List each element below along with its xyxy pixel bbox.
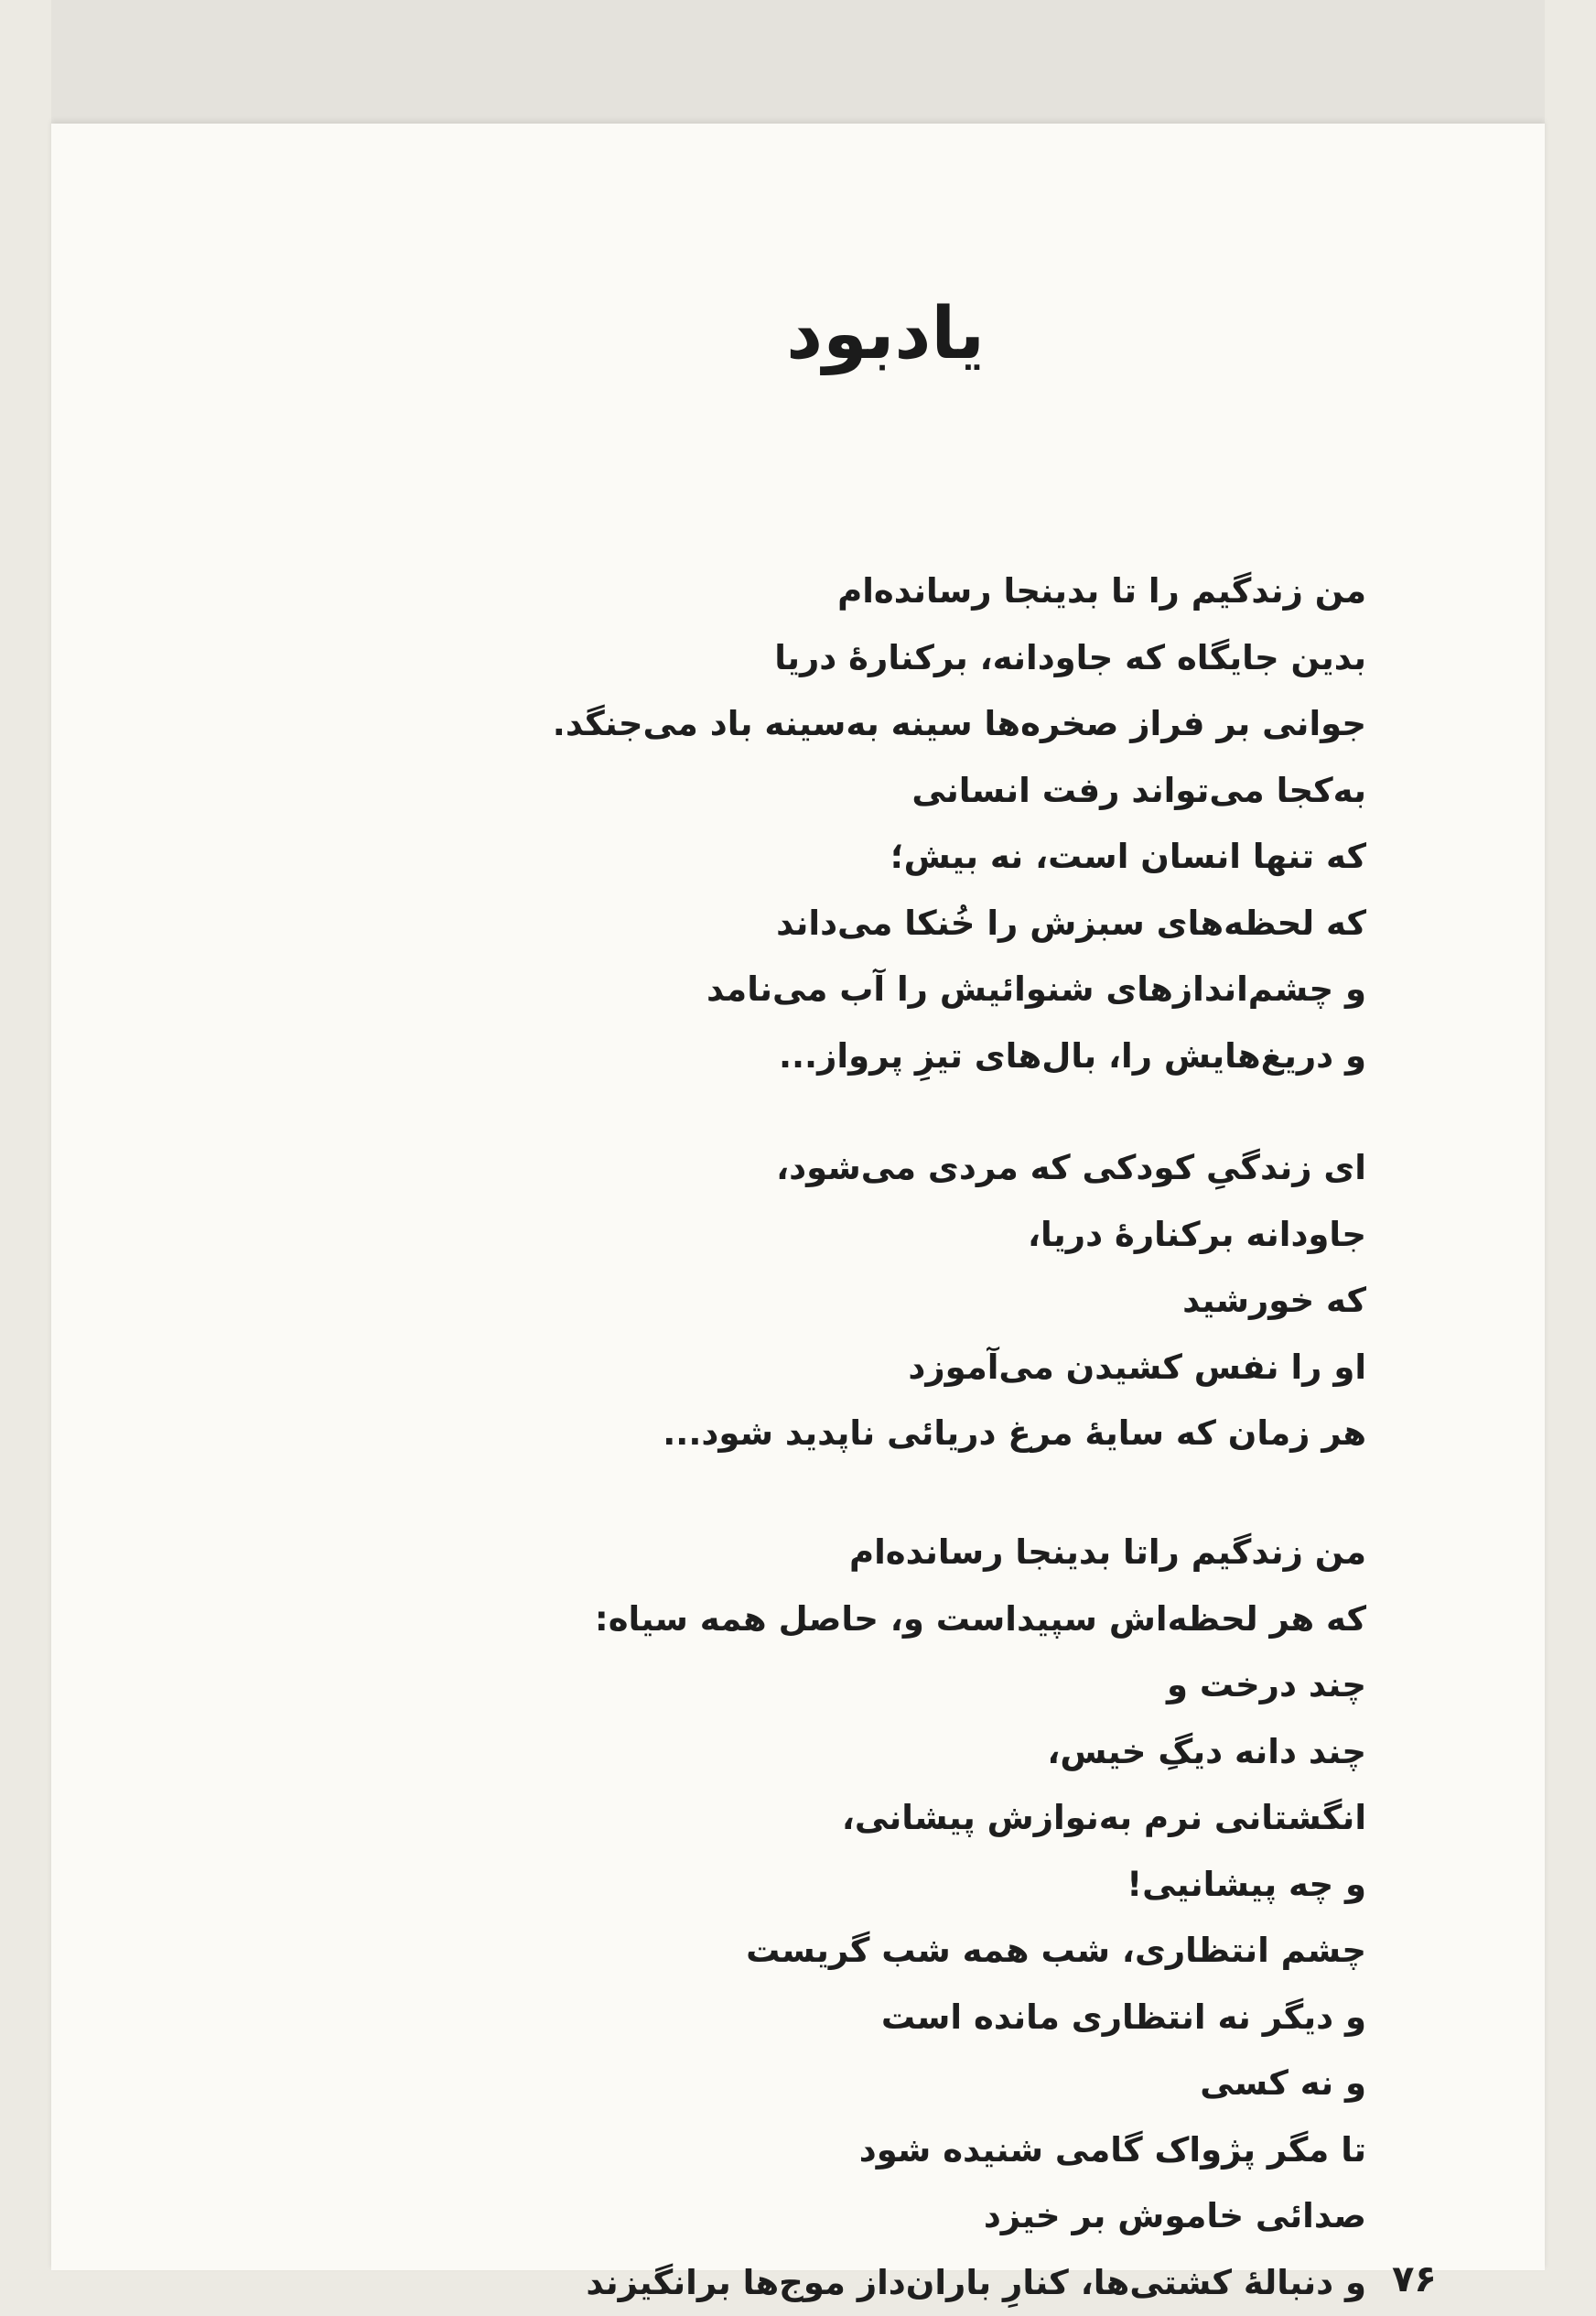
poem-line: صدائی خاموش بر خیزد <box>360 2183 1366 2250</box>
poem-line: و چشم‌اندازهای شنوائیش را آب می‌نامد <box>360 957 1366 1023</box>
poem-line: به‌کجا می‌تواند رفت انسانی <box>360 758 1366 825</box>
poem-line: چند درخت و <box>360 1652 1366 1719</box>
poem-line: که لحظه‌های سبزش را خُنکا می‌داند <box>360 891 1366 958</box>
poem-line: انگشتانی نرم به‌نوازش پیشانی، <box>360 1785 1366 1852</box>
poem-line: و دریغ‌هایش را، بال‌های تیزِ پرواز... <box>360 1023 1366 1090</box>
poem-line: جوانی بر فراز صخره‌ها سینه به‌سینه باد می‌جنگد. <box>360 691 1366 758</box>
poem-line: من زندگیم را تا بدینجا رسانده‌ام <box>360 558 1366 625</box>
poem-line: و دنبالۀ کشتی‌ها، کنارِ باران‌داز موج‌ها برانگیزند <box>360 2250 1366 2316</box>
page-top-edge <box>51 0 1545 137</box>
page-number: ۷۶ <box>1392 2252 1493 2307</box>
poem-line: که هر لحظه‌اش سپیداست و، حاصل همه سیاه: <box>360 1586 1366 1653</box>
poem-title: یادبود <box>600 284 985 384</box>
poem-line: چند دانه دیگِ خیس، <box>360 1719 1366 1786</box>
stanza-3 <box>360 1520 1366 2316</box>
poem-line: من زندگیم راتا بدینجا رسانده‌ام <box>360 1520 1366 1586</box>
poem-line: بدین جایگاه که جاودانه، برکنارۀ دریا <box>360 625 1366 692</box>
book-page <box>51 124 1545 2270</box>
poem-line: او را نفس کشیدن می‌آموزد <box>360 1335 1366 1402</box>
poem-line: و نه کسی <box>360 2051 1366 2117</box>
poem-line: ای زندگیِ کودکی که مردی می‌شود، <box>360 1135 1366 1202</box>
stanza-2 <box>360 1135 1366 1467</box>
stanza-1 <box>360 558 1366 1089</box>
poem-line: جاودانه برکنارۀ دریا، <box>360 1202 1366 1269</box>
poem-line: و دیگر نه انتظاری مانده است <box>360 1985 1366 2051</box>
poem-line: چشم انتظاری، شب همه شب گریست <box>360 1918 1366 1985</box>
poem-line: تا مگر پژواک گامی شنیده شود <box>360 2117 1366 2184</box>
poem-line: که خورشید <box>360 1268 1366 1335</box>
poem-line: که تنها انسان است، نه بیش؛ <box>360 824 1366 891</box>
poem-line: هر زمان که سایۀ مرغ دریائی ناپدید شود... <box>360 1401 1366 1467</box>
poem-line: و چه پیشانیی! <box>360 1852 1366 1919</box>
